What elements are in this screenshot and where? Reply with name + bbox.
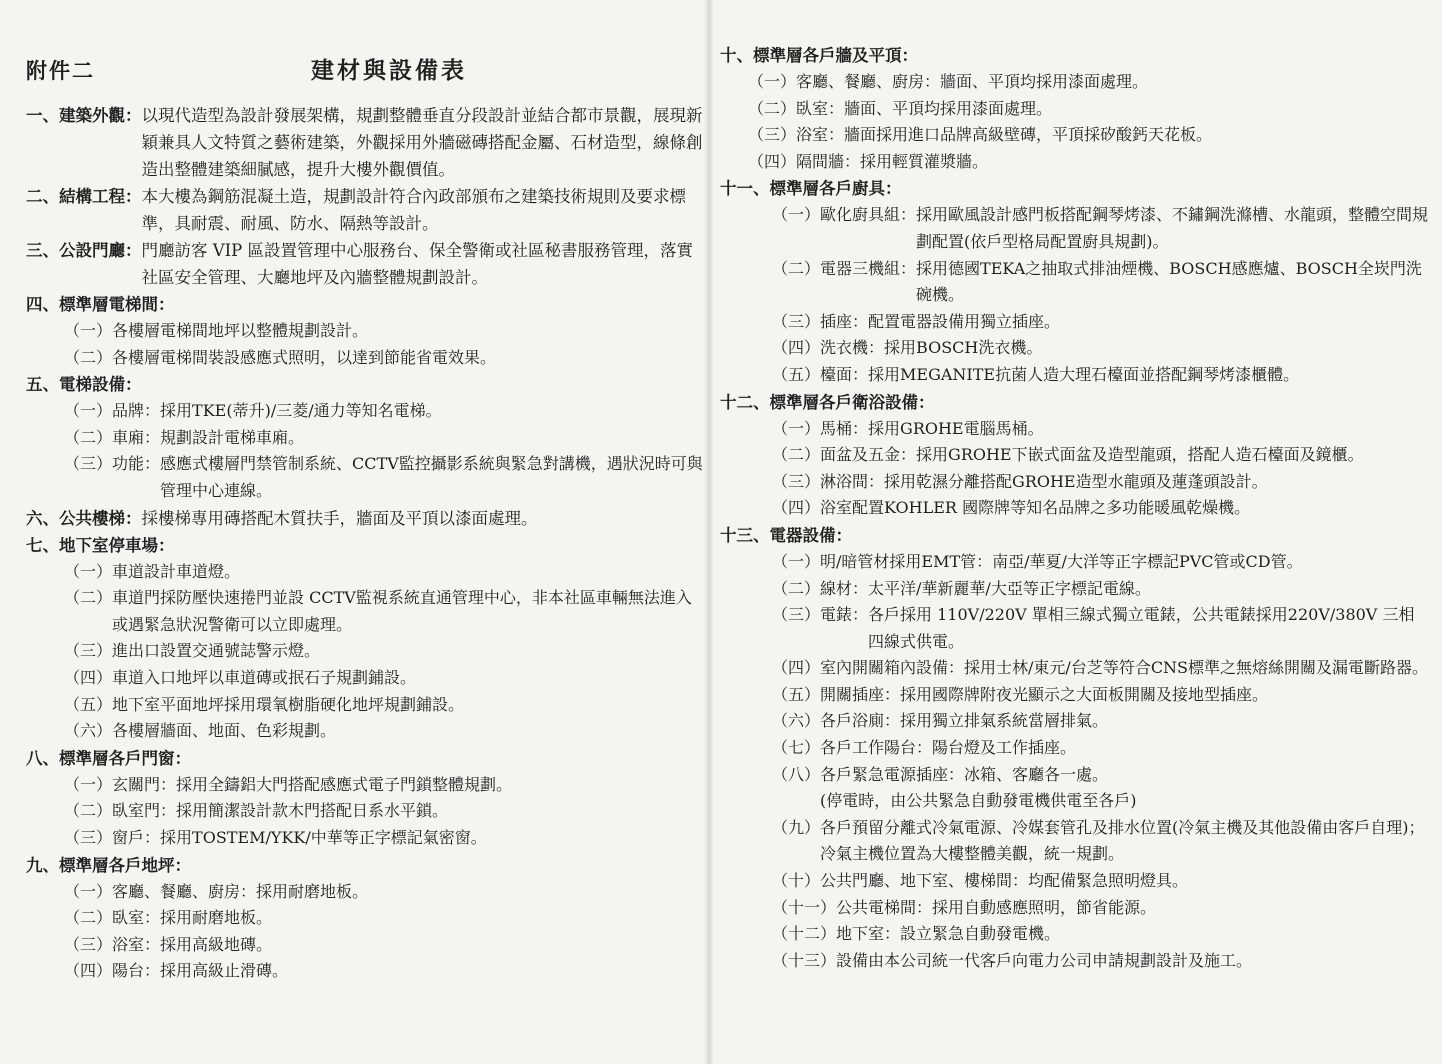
item-number: （六） [64, 721, 113, 741]
item-label: 插座： [820, 311, 869, 331]
item-number: （七） [772, 738, 821, 758]
item-label: 電錶： [820, 605, 869, 625]
item-label: 浴室配置 [820, 498, 885, 518]
list-item [748, 149, 1430, 176]
list-item [64, 665, 704, 692]
list-item [772, 708, 1430, 735]
item-text: 南亞/華夏/大洋等正字標記PVC管或CD管。 [992, 551, 1303, 571]
item-label: 功能： [112, 454, 161, 474]
item-number: （一） [64, 401, 113, 421]
left-page [0, 0, 712, 1064]
item-text: 各戶採用 110V/220V 單相三線式獨立電錶，公共電錶採用220V/380V 三相四線式供電。 [868, 605, 1415, 651]
list-item [748, 69, 1430, 96]
item-number: （二） [64, 801, 113, 821]
section-title: 地下室停車場： [59, 535, 175, 555]
item-number: （二） [64, 347, 113, 367]
item-number: （五） [64, 694, 113, 714]
list-item [64, 638, 704, 665]
item-text: 地下室平面地坪採用環氧樹脂硬化地坪規劃鋪設。 [112, 694, 465, 714]
list-item [772, 202, 1430, 255]
item-number: （四） [772, 658, 821, 678]
item-number: （三） [64, 454, 113, 474]
section-lobby [26, 237, 704, 291]
list-item [772, 868, 1430, 895]
item-label: 浴室： [796, 125, 845, 145]
list-item [772, 602, 1430, 655]
item-text: 採用國際牌附夜光顯示之大面板開關及接地型插座。 [900, 684, 1269, 704]
item-label: 客廳、餐廳、廚房： [112, 881, 257, 901]
item-number: （十三） [772, 950, 837, 970]
list-item [64, 772, 704, 799]
list-item [772, 335, 1430, 362]
section-number: 十、 [720, 46, 753, 65]
item-label: 檯面： [820, 364, 869, 384]
item-text: 採用BOSCH洗衣機。 [884, 338, 1043, 358]
item-number: （三） [64, 827, 113, 847]
item-number: （八） [772, 764, 821, 784]
list-item [64, 718, 704, 745]
list-item [772, 576, 1430, 603]
item-number: （九） [772, 817, 821, 837]
item-label: 明/暗管材採用EMT管： [820, 551, 993, 571]
item-text: 採用高級止滑磚。 [160, 961, 289, 981]
item-text: 採用耐磨地板。 [160, 908, 273, 928]
item-number: （二） [64, 908, 113, 928]
section-number: 十三、 [720, 525, 770, 545]
item-text: 車道設計車道燈。 [112, 561, 241, 581]
item-number: （一） [748, 72, 797, 91]
item-label: 玄關門： [112, 774, 177, 794]
item-label: 品牌： [112, 401, 161, 421]
item-number: （十一） [772, 897, 837, 917]
item-text: 各樓層電梯間裝設感應式照明，以達到節能省電效果。 [112, 347, 497, 367]
item-number: （三） [748, 125, 797, 145]
list-item [772, 495, 1430, 522]
item-number: （三） [772, 311, 821, 331]
item-number: （五） [772, 364, 821, 384]
list-item [772, 469, 1430, 496]
item-text: 牆面採用進口品牌高級壁磚，平頂採矽酸鈣天花板。 [844, 125, 1213, 145]
list-item [64, 692, 704, 719]
item-text: 採用TOSTEM/YKK/中華等正字標記氣密窗。 [160, 827, 487, 847]
item-label: 歐化廚具組： [820, 205, 917, 225]
list-item [772, 256, 1430, 309]
item-number: （二） [64, 588, 113, 608]
item-number: （二） [772, 445, 821, 465]
item-text: 太平洋/華新麗華/大亞等正字標記電線。 [868, 578, 1151, 598]
list-item [772, 735, 1430, 762]
section-number: 八、 [26, 748, 59, 768]
item-text: 設備由本公司統一代客戶向電力公司申請規劃設計及施工。 [836, 950, 1253, 970]
list-item [64, 318, 704, 345]
item-label: 臥室： [796, 98, 845, 118]
item-label: 車廂： [112, 427, 161, 447]
item-text: 各戶預留分離式冷氣電源、冷媒套管孔及排水位置(冷氣主機及其他設備由客戶自理)；冷氣主機位置為大樓整體美觀，統一規劃。 [820, 817, 1425, 864]
section-text: 採樓梯專用磚搭配木質扶手，牆面及平頂以漆面處理。 [141, 508, 538, 528]
item-text: 採用全鑄鋁大門搭配感應式電子門鎖整體規劃。 [176, 774, 513, 794]
item-label: 各戶緊急電源插座： [820, 764, 965, 784]
section-walls-ceilings [720, 42, 1430, 175]
item-text: 地下室：設立緊急自動發電機。 [836, 924, 1061, 944]
page-title: 建材與設備表 [311, 57, 467, 84]
list-item [772, 762, 1430, 789]
item-text: 採用耐磨地板。 [256, 881, 369, 901]
item-number: （二） [772, 258, 821, 278]
section-number: 二、 [26, 187, 59, 206]
section-title: 標準層各戶廚具： [769, 179, 902, 199]
item-number: （四） [772, 498, 821, 518]
item-number: （六） [772, 711, 821, 731]
list-item [772, 309, 1430, 336]
section-number: 一、 [26, 106, 59, 125]
item-text: 採用GROHE電腦馬桶。 [868, 418, 1044, 438]
item-number: （四） [64, 961, 113, 981]
item-number: （一） [64, 774, 113, 794]
item-number: （二） [772, 578, 821, 598]
item-number: （三） [772, 471, 821, 491]
item-label: 窗戶： [112, 827, 161, 847]
section-structure [26, 183, 704, 237]
item-number: （四） [772, 338, 821, 358]
item-number: （十二） [772, 924, 837, 944]
section-text: 以現代造型為設計發展架構，規劃整體垂直分段設計並結合都市景觀，展現新穎兼具人文特質之藝術建築，外觀採用外牆磁磚搭配金屬、石材造型，線條創造出整體建築細膩感，提升大樓外觀價值。 [141, 106, 703, 179]
item-text: 採用簡潔設計款木門搭配日系水平鎖。 [176, 801, 449, 821]
list-item [64, 825, 704, 852]
section-text: 門廳訪客 VIP 區設置管理中心服務台、保全警衛或社區秘書服務管理，落實社區安全管理、大廳地坪及內牆整體規劃設計。 [141, 241, 694, 287]
item-text: 採用獨立排氣系統當層排氣。 [900, 711, 1109, 731]
item-label: 洗衣機： [820, 338, 885, 358]
item-label: 隔間牆： [796, 151, 861, 171]
item-text: 配置電器設備用獨立插座。 [868, 311, 1061, 331]
item-label: 馬桶： [820, 418, 869, 438]
item-text: 採用高級地磚。 [160, 934, 273, 954]
list-item [748, 122, 1430, 149]
item-number: （一） [772, 205, 821, 225]
item-text: 牆面、平頂均採用漆面處理。 [844, 98, 1053, 118]
item-text: 感應式樓層門禁管制系統、CCTV監控攝影系統與緊急對講機，遇狀況時可與管理中心連線。 [160, 454, 703, 500]
item-label: 面盆及五金： [820, 445, 917, 465]
section-elevator-hall [26, 291, 704, 371]
section-number: 七、 [26, 535, 59, 555]
item-number: （十） [772, 871, 821, 891]
item-number: （一） [64, 321, 113, 340]
section-number: 十二、 [720, 392, 770, 412]
item-text: 公共電梯間：採用自動感應照明，節省能源。 [836, 897, 1157, 917]
section-exterior [26, 102, 704, 183]
section-kitchen [720, 175, 1430, 388]
item-text: 車道門採防壓快速捲門並設 CCTV監視系統直通管理中心，非本社區車輛無法進入或遇緊急狀況警衛可以立即處理。 [112, 588, 692, 634]
item-number: （一） [772, 551, 821, 571]
list-item [64, 932, 704, 959]
item-text: 公共門廳、地下室、樓梯間：均配備緊急照明燈具。 [820, 871, 1189, 891]
list-item [772, 442, 1430, 469]
item-number: （一） [64, 561, 113, 581]
item-label: 臥室： [112, 908, 161, 928]
list-item [64, 958, 704, 985]
item-number: （四） [748, 151, 797, 171]
item-text: KOHLER 國際牌等知名品牌之多功能暖風乾燥機。 [884, 498, 1251, 518]
item-number: （五） [772, 684, 821, 704]
item-label: 淋浴間： [820, 471, 885, 491]
list-item [64, 585, 704, 638]
item-label: 客廳、餐廳、廚房： [796, 72, 941, 91]
document-header [26, 52, 704, 96]
item-number: （二） [748, 98, 797, 118]
list-item [64, 879, 704, 906]
section-title: 公設門廳： [59, 241, 142, 260]
item-text: 採用乾濕分離搭配GROHE造型水龍頭及蓮蓬頭設計。 [884, 471, 1268, 491]
section-stairs [26, 505, 704, 532]
list-item [64, 345, 704, 372]
item-text: 牆面、平頂均採用漆面處理。 [940, 72, 1149, 91]
section-title: 標準層各戶衛浴設備： [769, 392, 935, 412]
list-item [64, 559, 704, 586]
right-page [712, 0, 1442, 1064]
section-title: 公共樓梯： [59, 508, 142, 528]
item-text: 採用輕質灌漿牆。 [860, 151, 989, 171]
list-item-note [772, 788, 1430, 815]
item-text: 陽台燈及工作插座。 [932, 738, 1077, 758]
item-text: 採用GROHE下嵌式面盆及造型龍頭，搭配人造石檯面及鏡櫃。 [916, 445, 1364, 465]
list-item [64, 425, 704, 452]
section-title: 標準層各戶地坪： [59, 855, 191, 875]
section-flooring [26, 852, 704, 985]
item-label: 陽台： [112, 961, 161, 981]
section-bathroom [720, 389, 1430, 522]
item-number: （三） [64, 934, 113, 954]
item-text: 各樓層電梯間地坪以整體規劃設計。 [112, 321, 369, 340]
list-item [748, 96, 1430, 123]
item-text: 採用TKE(蒂升)/三菱/通力等知名電梯。 [160, 401, 442, 421]
item-number: （二） [64, 427, 113, 447]
section-title: 結構工程： [59, 187, 142, 206]
section-doors-windows [26, 745, 704, 852]
section-title: 標準層各戶門窗： [59, 748, 191, 768]
item-label: 室內開關箱內設備： [820, 658, 965, 678]
item-text: 各樓層牆面、地面、色彩規劃。 [112, 721, 337, 741]
section-electrical [720, 522, 1430, 975]
item-label: 開關插座： [820, 684, 901, 704]
item-text: 採用MEGANITE抗菌人造大理石檯面並搭配鋼琴烤漆櫃體。 [868, 364, 1300, 384]
item-text: 採用德國TEKA之抽取式排油煙機、BOSCH感應爐、BOSCH全崁門洗碗機。 [916, 258, 1422, 305]
list-item [772, 362, 1430, 389]
section-number: 五、 [26, 375, 59, 395]
item-label: 線材： [820, 578, 869, 598]
item-number: （三） [772, 605, 821, 625]
list-item [772, 815, 1430, 868]
section-text: 本大樓為鋼筋混凝土造，規劃設計符合內政部頒布之建築技術規則及要求標準，具耐震、耐風、防水、隔熱等設計。 [141, 187, 686, 233]
item-number: （四） [64, 667, 113, 687]
section-number: 六、 [26, 508, 59, 528]
list-item [772, 549, 1430, 576]
list-item [772, 682, 1430, 709]
section-title: 電器設備： [769, 525, 852, 545]
section-title: 建築外觀： [59, 106, 142, 125]
list-item [772, 655, 1430, 682]
section-parking [26, 532, 704, 745]
item-text: 採用士林/東元/台芝等符合CNS標準之無熔絲開關及漏電斷路器。 [964, 658, 1429, 678]
section-title: 電梯設備： [59, 375, 142, 395]
list-item [772, 895, 1430, 922]
item-text: 規劃設計電梯車廂。 [160, 427, 305, 447]
item-text: 冰箱、客廳各一處。 [964, 764, 1109, 784]
list-item [772, 948, 1430, 975]
list-item [772, 416, 1430, 443]
item-label: 臥室門： [112, 801, 177, 821]
attachment-label: 附件二 [26, 58, 95, 83]
item-text: 車道入口地坪以車道磚或抿石子規劃鋪設。 [112, 667, 417, 687]
section-elevator-equipment [26, 371, 704, 504]
section-number: 三、 [26, 241, 59, 260]
item-number: （一） [64, 881, 113, 901]
section-number: 四、 [26, 295, 59, 314]
list-item [64, 398, 704, 425]
list-item [64, 798, 704, 825]
item-label: 電器三機組： [820, 258, 917, 278]
item-text: (停電時，由公共緊急自動發電機供電至各戶) [820, 791, 1137, 811]
item-number: （三） [64, 641, 113, 661]
section-number: 十一、 [720, 179, 770, 199]
list-item [64, 905, 704, 932]
item-text: 採用歐風設計感門板搭配鋼琴烤漆、不鏽鋼洗滌槽、水龍頭，整體空間規劃配置(依戶型格局配置廚具規劃)。 [916, 205, 1429, 251]
item-label: 浴室： [112, 934, 161, 954]
item-number: （一） [772, 418, 821, 438]
list-item [772, 921, 1430, 948]
item-text: 進出口設置交通號誌警示燈。 [112, 641, 321, 661]
section-title: 標準層電梯間： [59, 295, 175, 314]
item-label: 各戶浴廁： [820, 711, 901, 731]
item-label: 各戶工作陽台： [820, 738, 933, 758]
list-item [64, 451, 704, 504]
section-number: 九、 [26, 855, 59, 875]
section-title: 標準層各戶牆及平頂： [753, 46, 918, 65]
